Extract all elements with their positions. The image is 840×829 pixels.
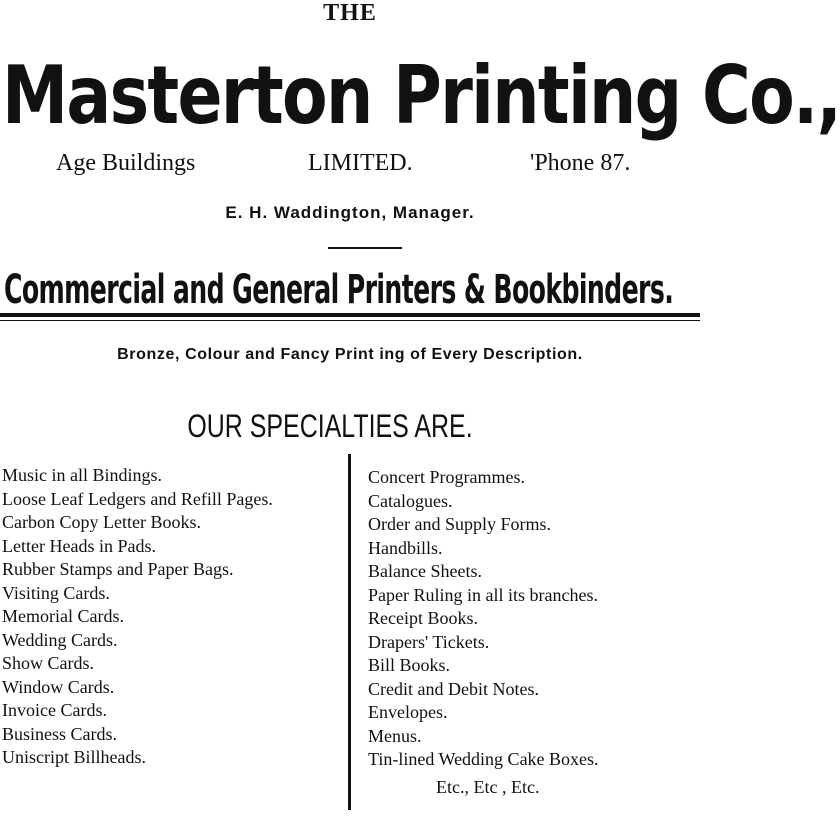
column-divider xyxy=(348,454,351,810)
specialty-item: Rubber Stamps and Paper Bags. xyxy=(2,559,234,579)
specialty-item: Loose Leaf Ledgers and Refill Pages. xyxy=(2,488,273,509)
double-rule-thick xyxy=(0,313,700,317)
specialty-item: Receipt Books. xyxy=(368,608,478,628)
specialty-item: Memorial Cards. xyxy=(2,606,124,626)
specialties-left-column xyxy=(2,464,273,770)
specialties-right-column xyxy=(368,466,599,772)
specialty-item: Concert Programmes. xyxy=(368,467,525,487)
specialty-item: Tin-lined Wedding Cake Boxes. xyxy=(368,749,599,769)
specialty-item: Credit and Debit Notes. xyxy=(368,678,539,699)
specialty-item: Envelopes. xyxy=(368,702,448,722)
specialty-item: Wedding Cards. xyxy=(2,629,118,650)
double-rule-thin xyxy=(0,320,700,321)
specialty-item: Drapers' Tickets. xyxy=(368,631,490,652)
header-prefix: THE xyxy=(323,0,377,26)
services-subline: Bronze, Colour and Fancy Print ing of Every Description. xyxy=(117,346,583,363)
specialty-item: Show Cards. xyxy=(2,653,95,673)
short-divider xyxy=(328,247,402,249)
specialty-item: Catalogues. xyxy=(368,490,453,511)
address: Age Buildings xyxy=(56,150,196,176)
company-name: Masterton Printing Co., xyxy=(2,49,840,142)
specialties-heading: OUR SPECIALTIES ARE. xyxy=(187,408,473,444)
phone-number: 'Phone 87. xyxy=(530,150,631,176)
specialty-item: Balance Sheets. xyxy=(368,561,482,581)
specialty-item: Carbon Copy Letter Books. xyxy=(2,512,201,532)
specialty-item: Invoice Cards. xyxy=(2,700,107,720)
specialty-item: Uniscript Billheads. xyxy=(2,747,146,767)
specialty-item: Music in all Bindings. xyxy=(2,465,163,485)
manager-line: E. H. Waddington, Manager. xyxy=(225,203,475,222)
specialty-item: Letter Heads in Pads. xyxy=(2,535,156,556)
specialty-item: Paper Ruling in all its branches. xyxy=(368,584,598,605)
specialty-item: Business Cards. xyxy=(2,723,118,744)
specialty-item: Menus. xyxy=(368,725,422,746)
specialty-item: Order and Supply Forms. xyxy=(368,514,551,534)
specialty-item: Window Cards. xyxy=(2,676,115,697)
specialty-item: Bill Books. xyxy=(368,655,451,675)
trade-tagline: Commercial and General Printers & Bookbinders. xyxy=(4,267,674,313)
etc-line: Etc., Etc , Etc. xyxy=(436,777,540,797)
company-status: LIMITED. xyxy=(308,150,413,176)
specialty-item: Visiting Cards. xyxy=(2,582,110,603)
specialty-item: Handbills. xyxy=(368,537,443,558)
